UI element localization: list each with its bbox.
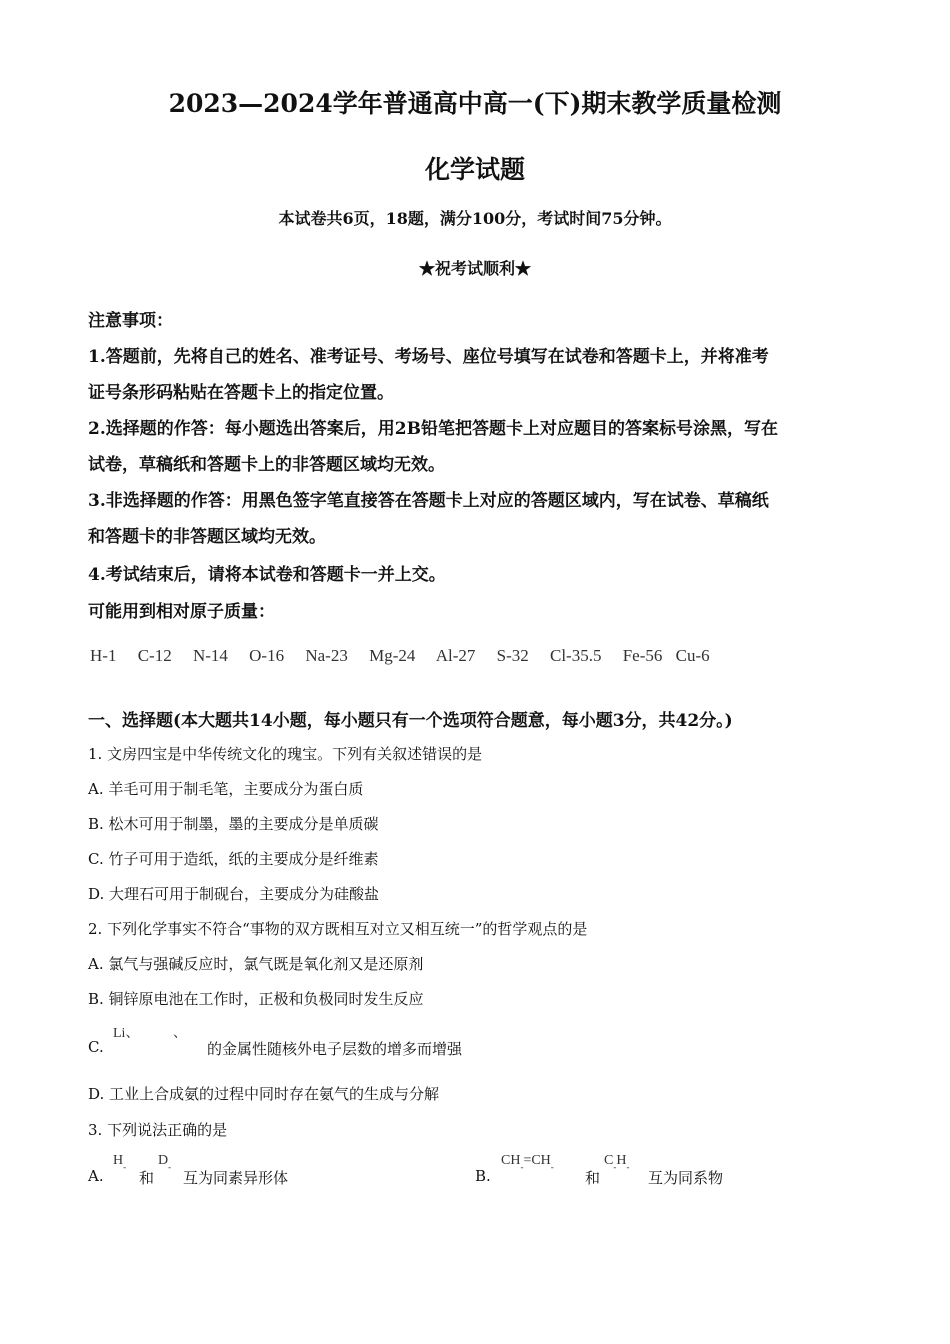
q3-stem: 3. 下列说法正确的是 bbox=[88, 1121, 228, 1139]
q1-option-b: B. 松木可用于制墨，墨的主要成分是单质碳 bbox=[88, 815, 379, 833]
q2-option-c-label: C. bbox=[88, 1038, 104, 1056]
mass-heading: 可能用到相对原子质量： bbox=[88, 602, 275, 622]
subject-title: 化学试题 bbox=[424, 155, 525, 184]
q3-option-a-label: A. bbox=[88, 1167, 104, 1185]
formula-ch2: CH bbox=[501, 1153, 521, 1168]
formula-d: D bbox=[158, 1153, 169, 1168]
q2-option-c-separator: 、 bbox=[173, 1026, 187, 1041]
q3-option-b-text: 互为同系物 bbox=[648, 1169, 724, 1187]
mass-item: Cl-35.5 bbox=[549, 646, 602, 665]
q3-option-a-and: 和 bbox=[139, 1169, 155, 1187]
blessing: ★祝考试顺利★ bbox=[418, 259, 531, 278]
notes-heading: 注意事项： bbox=[88, 311, 173, 331]
mass-item: C-12 bbox=[137, 646, 172, 665]
mass-item: Na-23 bbox=[305, 646, 348, 665]
q3-option-b-formula: $CH_-=CH_-$ bbox=[501, 1153, 554, 1172]
q1-option-a: A. 羊毛可用于制毛笔，主要成分为蛋白质 bbox=[88, 780, 364, 798]
section-heading: 一、选择题(本大题共14小题，每小题只有一个选项符合题意，每小题3分，共42分。) bbox=[88, 711, 733, 731]
q3-option-a-formula: $H_-$ bbox=[113, 1153, 127, 1172]
q1-option-c: C. 竹子可用于造纸，纸的主要成分是纤维素 bbox=[88, 850, 379, 868]
q2-option-c-formula: Li、 bbox=[113, 1026, 140, 1041]
mass-item: H-1 bbox=[90, 646, 117, 665]
note-line: 试卷，草稿纸和答题卡上的非答题区域均无效。 bbox=[88, 455, 445, 475]
formula-c: C bbox=[604, 1153, 614, 1168]
q2-option-a: A. 氯气与强碱反应时，氯气既是氧化剂又是还原剂 bbox=[88, 955, 424, 973]
note-line: 证号条形码粘贴在答题卡上的指定位置。 bbox=[88, 383, 394, 403]
note-line: 和答题卡的非答题区域均无效。 bbox=[88, 527, 326, 547]
q3-option-b-label: B. bbox=[475, 1167, 491, 1185]
q2-option-c-text: 的金属性随核外电子层数的增多而增强 bbox=[207, 1040, 463, 1058]
mass-item: S-32 bbox=[496, 646, 529, 665]
q3-option-b-formula-2: $C_-H_-$ bbox=[604, 1153, 630, 1172]
formula-h: H bbox=[113, 1153, 124, 1168]
q2-option-b: B. 铜锌原电池在工作时，正极和负极同时发生反应 bbox=[88, 990, 424, 1008]
q3-option-b-and: 和 bbox=[585, 1169, 601, 1187]
q3-option-a-text: 互为同素异形体 bbox=[183, 1169, 289, 1187]
q3-option-a-formula-2: $D_-$ bbox=[158, 1153, 172, 1172]
mass-item: Cu-6 bbox=[675, 646, 710, 665]
q2-option-d: D. 工业上合成氨的过程中同时存在氨气的生成与分解 bbox=[88, 1085, 440, 1103]
note-line: 1.答题前，先将自己的姓名、准考证号、考场号、座位号填写在试卷和答题卡上，并将准考 bbox=[88, 347, 769, 367]
exam-info: 本试卷共6页，18题，满分100分，考试时间75分钟。 bbox=[278, 209, 672, 228]
q1-stem: 1. 文房四宝是中华传统文化的瑰宝。下列有关叙述错误的是 bbox=[88, 745, 483, 763]
note-line: 3.非选择题的作答：用黑色签字笔直接答在答题卡上对应的答题区域内，写在试卷、草稿纸 bbox=[88, 491, 769, 511]
exam-title: 2023—2024学年普通高中高一(下)期末教学质量检测 bbox=[168, 89, 782, 118]
mass-item: O-16 bbox=[249, 646, 285, 665]
q1-option-d: D. 大理石可用于制砚台，主要成分为硅酸盐 bbox=[88, 885, 380, 903]
q2-stem: 2. 下列化学事实不符合“事物的双方既相互对立又相互统一”的哲学观点的是 bbox=[88, 920, 588, 938]
atomic-masses bbox=[90, 646, 724, 666]
formula-h2: H bbox=[616, 1153, 627, 1168]
mass-item: Mg-24 bbox=[369, 646, 416, 665]
mass-item: N-14 bbox=[192, 646, 228, 665]
mass-item: Fe-56 bbox=[622, 646, 663, 665]
mass-item: Al-27 bbox=[435, 646, 476, 665]
note-line: 2.选择题的作答：每小题选出答案后，用2B铅笔把答题卡上对应题目的答案标号涂黑，写在 bbox=[88, 419, 778, 439]
note-line: 4.考试结束后，请将本试卷和答题卡一并上交。 bbox=[88, 565, 446, 585]
formula-ch2-b: =CH bbox=[523, 1153, 551, 1168]
